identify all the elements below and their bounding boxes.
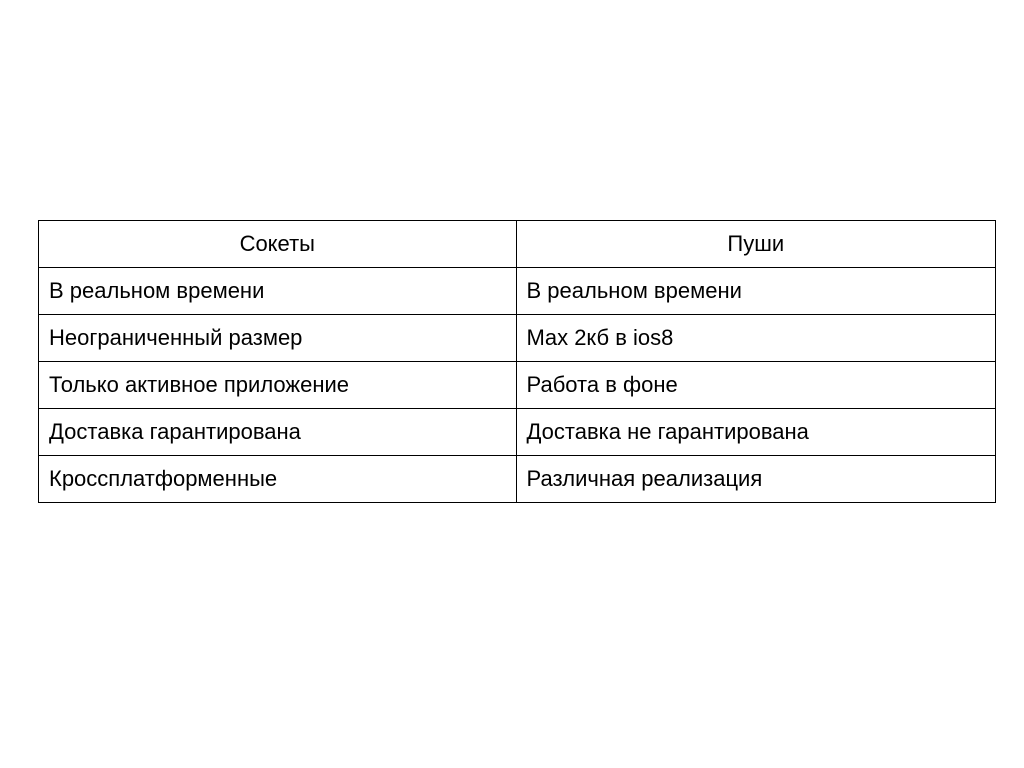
sockets-cell: В реальном времени: [39, 268, 517, 315]
push-cell: Max 2кб в ios8: [516, 315, 995, 362]
sockets-cell: Неограниченный размер: [39, 315, 517, 362]
push-cell: Работа в фоне: [516, 362, 995, 409]
header-push: Пуши: [516, 221, 995, 268]
header-sockets: Сокеты: [39, 221, 517, 268]
table-header-row: [39, 221, 996, 268]
sockets-cell: Кроссплатформенные: [39, 456, 517, 503]
table-row: [39, 409, 996, 456]
table-row: [39, 315, 996, 362]
table-row: [39, 268, 996, 315]
push-cell: Доставка не гарантирована: [516, 409, 995, 456]
sockets-cell: Доставка гарантирована: [39, 409, 517, 456]
sockets-cell: Только активное приложение: [39, 362, 517, 409]
table-row: [39, 362, 996, 409]
table-row: [39, 456, 996, 503]
push-cell: Различная реализация: [516, 456, 995, 503]
comparison-table: [38, 220, 996, 503]
push-cell: В реальном времени: [516, 268, 995, 315]
